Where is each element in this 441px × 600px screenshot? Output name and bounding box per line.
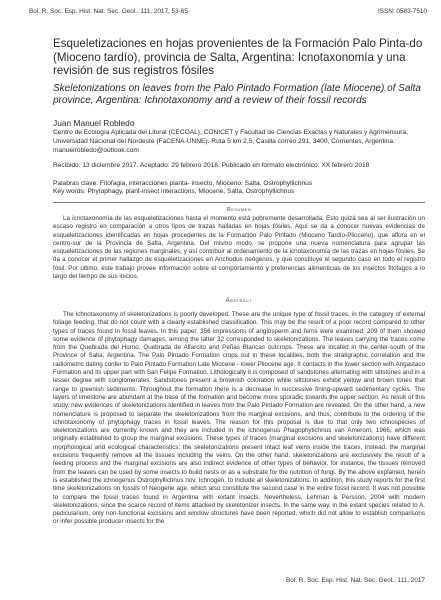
journal-citation: Bol. R. Soc. Esp. Hist. Nat. Sec. Geol., 111, 2017, 53-65: [29, 8, 188, 15]
received-dates: Recibido: 13 diciembre 2017. Aceptado: 29 febrero 2018. Publicado en formato electrónico: XX febrero 2018: [53, 162, 370, 169]
running-header: [29, 6, 427, 18]
issn: ISSN: 0583-7510: [377, 8, 427, 15]
running-footer: Bol. R. Soc. Esp. Hist. Nat. Sec. Geol., 111, 2017: [285, 577, 425, 584]
divider: [53, 202, 425, 203]
title-spanish: Esqueletizaciones en hojas provenientes de la Formación Palo Pinta-do (Mioceno tardío), provincia de Salta, Argentina: Icnotaxonomía y una revisión de sus registros fósiles: [53, 37, 423, 77]
keywords-spanish: Palabras clave: Fitofagia, interacciones planta- insecto, Mioceno, Salta, Ostrophyllichnus: [53, 180, 313, 187]
title-english: Skeletonizations on leaves from the Palo Pintado Formation (late Miocene) of Salta province, Argentina: Ichnotaxonomy and a review of their fossil records: [53, 83, 421, 106]
resumen-heading: Resumen: [226, 207, 252, 213]
author-affiliation: Centro de Ecología Aplicada del Litoral (CECOAL), CONICET y Facultad de Ciencias Exactas y Naturales y Agrimensura, Universidad Nacional del Nordeste (FaCENA-UNNE). Ruta 5 km 2,5, Casilla correo 291, 3400, Corrientes, Argentina. manuelrobledo@outlook.com: [53, 129, 408, 154]
resumen-text: La icnotaxonomía de las esqueletizaciones hasta el momento está pobremente desarrollada. Esto quizá sea al ser ilustración un escaso registro en comparación a otros tipos de trazas halladas en hojas fósiles. Aquí se da a conocer nuevas evidencias de esqueletizaciones identificadas en hojas procedentes de la Formación Palo Pintado (Mioceno Tardío-Plioceno), que aflora en el centro-sur de la Provincia de Salta, Argentina. Del mismo modo, se propone una nueva nomenclatura para agrupar las esqueletizaciones de las regiones marginales, y así contribuir al ordenamiento de la icnotaxonomía de las trazas en hojas fósiles. Se da a conocer el primer hallazgo de esqueletizaciones en Anchodus neógenos, y que constituye el segundo caso en todo el registro fósil. Por último, este trabajo provee información sobre el comportamiento y preferencias alimenticias de los insectos fitófagos a lo largo del tiempo de sus inicios.: [53, 215, 425, 281]
abstract-text: The ichnotaxonomy of skeletonizations is poorly developed. These are the unique type of fossil traces, in the category of external foliage feeding, that do not count with a clearly established classification. This may be the result of a poor record compared to other types of traces found in fossil leaves. In this paper, 356 impressions of angiosperm and ferns were examined; 209 of them showed some evidence of phytophagy damages, among the latter 32 corresponded to skeletonizations. The leaves carrying the traces come from the Quebrada del Horno, Quebrada de Alfarcito and Peñas Blancas outcrops. These are located in the center-south of the Province of Salta, Argentina. The Palo Pintado Formation crops out in these localities, both the stratigraphic correlation and the radiometric dating confer to Palo Pintado Formation Late Miocene - lower Pliocene age. It contacts in the lower section with Angastaco Formation and its upper part with San Felipe Formation. Lithologically it is composed of sandstones alternating with siltstones and in a lesser degree with conglomerates. Sandstones present a brownish coloration while siltstones exhibit yellow and brown tones that range to greenish sediments. Throughout the formation there is a decrease in successive fining-upward sedimentary cycles. The layers of limestone are abundant at the base of the formation and become more sporadic towards the upper section. As result of this study, new evidences of skeletonizations identified in leaves from the Palo Pintado Formation are revealed. On the other hand, a new nomenclature is proposed to separate the skeletonizations from the marginal excisions, and thus, contribute to the ordering of the ichnotaxonomy of phytophagy traces in fossil leaves. The reason for this proposal is due to that only two ichnospecies of skeletonizations are currently known and they are included in the ichnogenus Phagophytichnus van Amerom, 1966, which was originally established to group the marginal excisions. These types of traces (marginal excisions and skeletonizations) have different morphological and ecological characteristics; the skeletonizations present intact leaf veins inside the traces, instead, the marginal excisions frequently remove all the tissues including the veins. On the other hand, skeletonizations are exclusively the result of a feeding process and the marginal excisions are also indirect evidence of other types of behavior, for instance, the tissues removed from the leaves can be used by some insects to build nests or as a substrate for the nutrition of fungi. By the above explained, herein is established the ichnogenus Ostrophyllichnus nov. Ichnogen. to include all skeletonizations. In addition, this study reports for the first time skeletonizations on fossils of Neogene age, which also constitute the second case in the entire fossil record. It was not possible to compare the fossil traces found in Argentina with extant insects. Nevertheless, Lehman & Persson, 2004 with modern skeletonizations, since the scarce record of items attacked by skeletonizer insects. In the same way, in the extant species related to A. pedicularium, only non-functional excisions and window structures have been reported, which did not allow to establish comparisons or infer possible producer insects for the: [53, 311, 425, 526]
keywords-english: Key words: Phytophagy, plant-insect interactions, Miocene, Salta, Ostrophyllichnus: [53, 188, 295, 195]
abstract-heading: Abstract: [225, 298, 253, 304]
author-name: Juan Manuel Robledo: [53, 118, 135, 128]
